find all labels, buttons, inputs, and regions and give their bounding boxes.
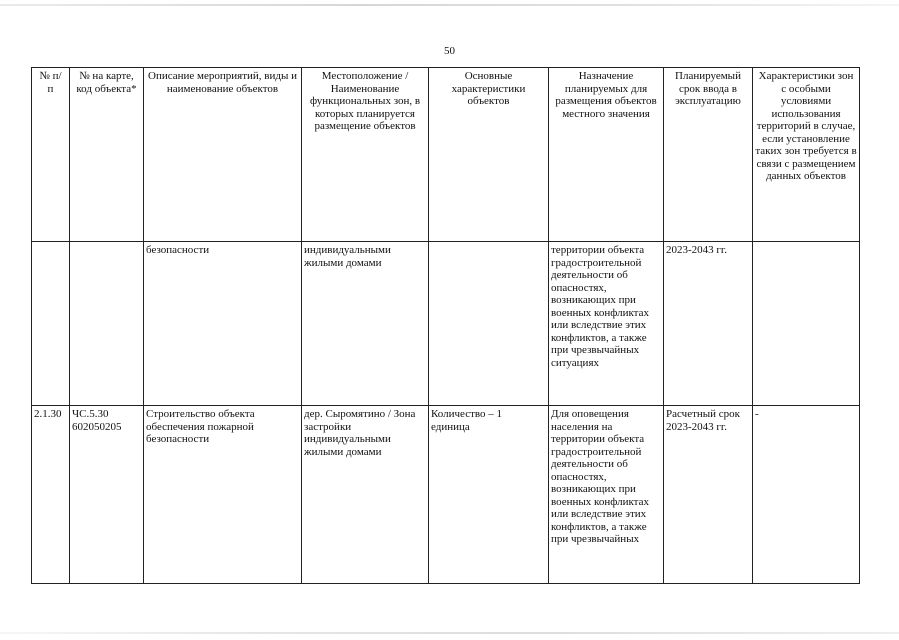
cell-num: 2.1.30 [32,406,70,584]
cell-characteristics [429,242,549,406]
header-term: Планируемый срок ввода в эксплуатацию [664,68,753,242]
cell-purpose: Для оповещения населения на территории объекта градостроительной деятельности об опасностях, возникающих при военных конфликтах или вследствие этих конфликтов, а также при чрезвычайных [549,406,664,584]
header-num: № п/п [32,68,70,242]
header-map-code: № на карте, код объекта* [70,68,144,242]
cell-term: Расчетный срок 2023-2043 гг. [664,406,753,584]
cell-location: индивидуальными жилыми домами [302,242,429,406]
cell-purpose: территории объекта градостроительной деятельности об опасностях, возникающих при военных конфликтах или вследствие этих конфликтов, а также при чрезвычайных ситуациях [549,242,664,406]
header-zones: Характеристики зон с особыми условиями использования территорий в случае, если установление таких зон требуется в связи с размещением данных объектов [753,68,860,242]
table-row [32,242,860,406]
cell-zones: - [753,406,860,584]
scan-edge-top [0,4,899,6]
cell-term: 2023-2043 гг. [664,242,753,406]
cell-characteristics: Количество – 1 единица [429,406,549,584]
header-row [32,68,860,242]
header-purpose: Назначение планируемых для размещения объектов местного значения [549,68,664,242]
header-description: Описание мероприятий, виды и наименование объектов [144,68,302,242]
cell-location: дер. Сыромятино / Зона застройки индивидуальными жилыми домами [302,406,429,584]
table-row [32,406,860,584]
page-number: 50 [444,45,455,57]
header-location: Местоположение / Наименование функциональных зон, в которых планируется размещение объектов [302,68,429,242]
header-characteristics: Основные характеристики объектов [429,68,549,242]
scan-edge-bottom [0,632,899,634]
cell-description: безопасности [144,242,302,406]
cell-code [70,242,144,406]
cell-num [32,242,70,406]
cell-code: ЧС.5.30 602050205 [70,406,144,584]
planning-objects-table [31,67,860,584]
cell-description: Строительство объекта обеспечения пожарной безопасности [144,406,302,584]
cell-zones [753,242,860,406]
